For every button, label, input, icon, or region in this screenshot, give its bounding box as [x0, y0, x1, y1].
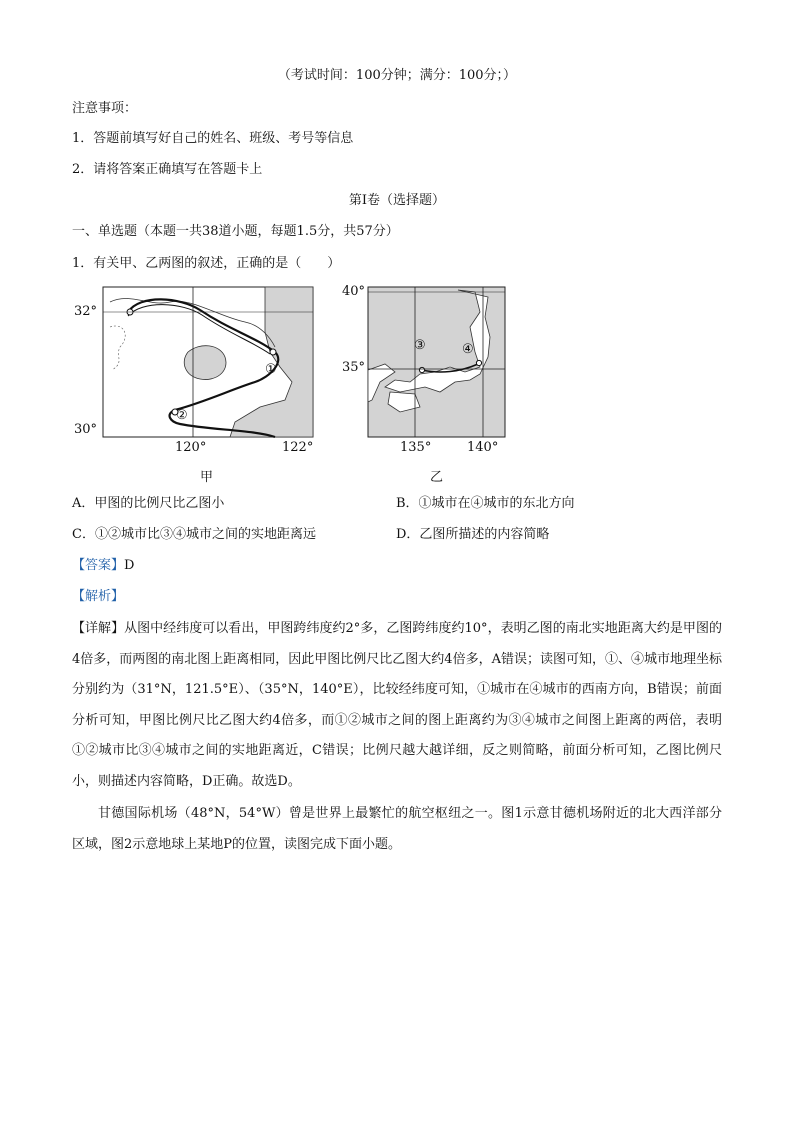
map-jia [70, 282, 330, 485]
lat-label-40: 40° [342, 284, 366, 299]
lat-label-35: 35° [342, 360, 366, 375]
option-b: B．①城市在④城市的东北方向 [396, 496, 575, 511]
notes-title: 注意事项： [72, 101, 138, 116]
note-1: 1．答题前填写好自己的姓名、班级、考号等信息 [72, 131, 354, 146]
lon-label-120: 120° [175, 440, 207, 455]
detail-text: 从图中经纬度可以看出，甲图跨纬度约2°多，乙图跨纬度约10°，表明乙图的南北实地距离大约是甲图的4倍多，而两图的南北图上距离相同，因此甲图比例尺比乙图大约4倍多，A错误；读图可知，①、④城市地理坐标分别约为（31°N，121.5°E）、（35°N，140°E），比较经纬度可知，①城市在④城市的西南方向，B错误；前面分析可知，甲图比例尺比乙图大约4倍多，而①②城市之间的图上距离约为③④城市之间图上距离的两倍，表明①②城市比③④城市之间的实地距离近，C错误；比例尺越大越详细，反之则简略，前面分析可知，乙图比例尺小，则描述内容简略，D正确。故选D。 [72, 621, 722, 789]
passage-text: 甘德国际机场（48°N，54°W）曾是世界上最繁忙的航空枢纽之一。图1示意甘德机场附近的北大西洋部分区域，图2示意地球上某地P的位置，读图完成下面小题。 [72, 806, 722, 852]
answer-line [72, 556, 134, 576]
passage-paragraph [72, 799, 722, 860]
lat-label-30: 30° [74, 422, 98, 437]
caption-yi: 乙 [430, 470, 444, 485]
lon-label-135: 135° [400, 440, 432, 455]
caption-jia: 甲 [200, 470, 214, 485]
analysis-tag-line [72, 587, 124, 607]
detail-tag: 【详解】 [72, 621, 125, 636]
option-c: C．①②城市比③④城市之间的实地距离远 [72, 527, 316, 542]
option-a: A．甲图的比例尺比乙图小 [72, 496, 225, 511]
marker-1: ① [265, 362, 277, 377]
exam-info: （考试时间：100分钟；满分：100分；） [277, 68, 517, 83]
city-point-3 [419, 367, 424, 372]
marker-3: ③ [414, 338, 426, 353]
lake [184, 346, 226, 380]
marker-4: ④ [462, 342, 474, 357]
answer-tag: 【答案】 [72, 558, 125, 573]
part-title: 一、单选题（本题一共38道小题，每题1.5分，共57分） [72, 224, 399, 239]
lon-label-140: 140° [467, 440, 499, 455]
map-yi [340, 282, 520, 485]
answer-value: D [124, 558, 135, 573]
city-point-4 [476, 360, 481, 365]
city-point-1 [270, 349, 276, 355]
marker-2: ② [176, 408, 188, 423]
lon-label-122: 122° [282, 440, 314, 455]
analysis-tag: 【解析】 [72, 589, 125, 604]
lat-label-32: 32° [74, 304, 98, 319]
volume-title: 第I卷（选择题） [348, 193, 446, 208]
note-2: 2．请将答案正确填写在答题卡上 [72, 162, 263, 177]
question-1-stem: 1．有关甲、乙两图的叙述，正确的是（ ） [72, 256, 341, 271]
option-d: D．乙图所描述的内容简略 [396, 527, 550, 542]
detail-paragraph [72, 614, 722, 797]
